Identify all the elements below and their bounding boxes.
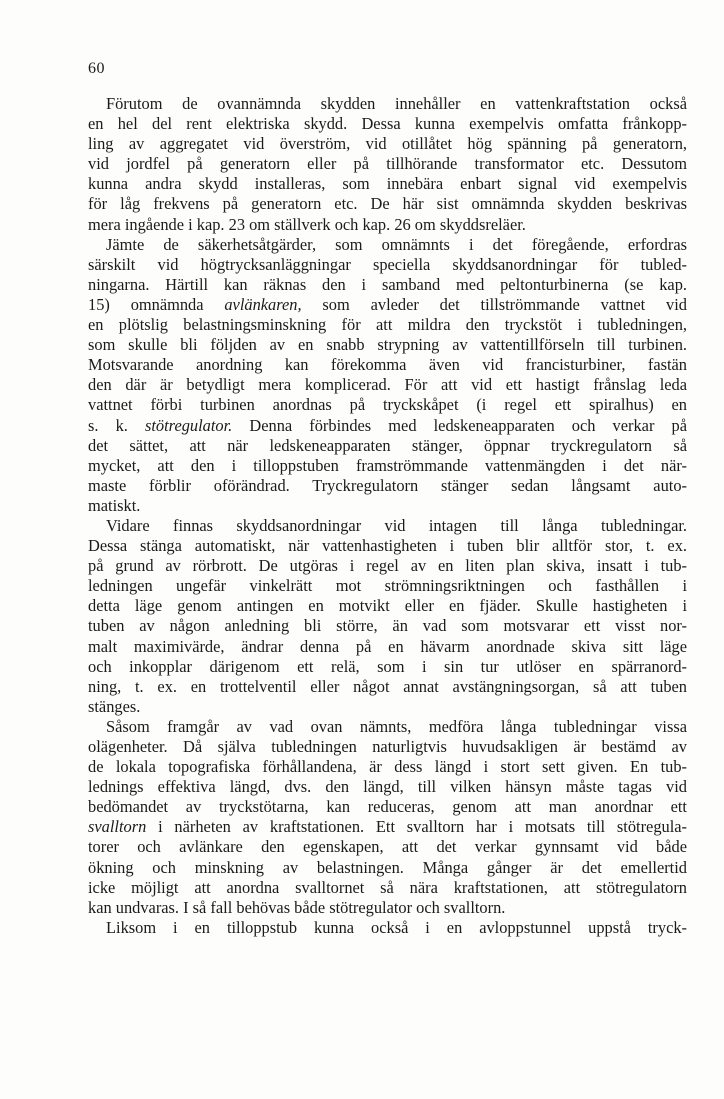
text-line: [88, 596, 687, 616]
paragraph: [88, 516, 687, 717]
text-segment: särskilt vid högtrycksanläggningar speciella skyddsanordningar för tubled-: [88, 254, 687, 274]
text-segment: ledningen ungefär vinkelrätt mot strömningsriktningen och fasthållen i: [88, 576, 687, 596]
text-line: [88, 556, 687, 576]
text-segment: och inkopplar därigenom ett relä, som i sin tur utlöser en spärranord-: [88, 656, 687, 676]
text-line: [88, 898, 687, 918]
paragraph: [88, 918, 687, 938]
page-number: 60: [88, 60, 105, 77]
text-line: [88, 878, 687, 898]
text-line: [88, 516, 687, 536]
text-segment: kan undvaras. I så fall behövas både stötregulator och svalltorn.: [88, 897, 506, 917]
text-line: [88, 416, 687, 436]
text-line: [88, 918, 687, 938]
text-segment: på grund av rörbrott. De utgöras i regel av en liten plan skiva, insatt i tub-: [88, 556, 687, 576]
text-segment: mycket, att den i tilloppstuben framströmmande vattenmängden i det när-: [88, 455, 687, 475]
text-line: [88, 476, 687, 496]
text-segment: olägenheter. Då själva tubledningen naturligtvis huvudsakligen är bestämd av: [88, 737, 687, 756]
paragraph: [88, 717, 687, 918]
text-segment: den där är betydligt mera komplicerad. För att vid ett hastigt frånslag leda: [88, 375, 687, 395]
text-segment: Vidare finnas skyddsanordningar vid intagen till långa tubledningar.: [106, 515, 687, 535]
text-line: [88, 858, 687, 878]
text-line: [88, 797, 687, 817]
text-segment: för låg frekvens på generatorn etc. De här sist omnämnda skydden beskrivas: [88, 194, 687, 214]
text-line: [88, 295, 687, 315]
text-line: [88, 536, 687, 556]
text-line: [88, 757, 687, 777]
text-segment: som avleder det tillströmmande vattnet vid: [301, 294, 687, 314]
text-line: [88, 616, 687, 636]
text-segment: mera ingående i kap. 23 om ställverk och kap. 26 om skyddsreläer.: [88, 214, 526, 234]
text-line: [88, 637, 687, 657]
text-segment: bedömandet av tryckstötarna, kan reduceras, genom att man anordnar ett: [88, 797, 687, 817]
text-segment: tuben av någon anledning bli större, än vad som motsvarar ett visst nor-: [88, 616, 687, 636]
text-segment: lednings effektiva längd, dvs. den längd, till vilken hänsyn måste tagas vid: [88, 777, 687, 797]
text-segment: Liksom i en tilloppstub kunna också i en avloppstunnel uppstå tryck-: [106, 917, 687, 937]
text-line: [88, 94, 687, 114]
text-segment: ökning och minskning av belastningen. Många gånger är det emellertid: [88, 857, 687, 877]
text-segment: torer och avlänkare den egenskapen, att det verkar gynnsamt vid både: [88, 837, 687, 857]
text-segment: Förutom de ovannämnda skydden innehåller en vattenkraftstation också: [106, 94, 687, 113]
text-segment: malt maximivärde, ändrar denna på en hävarm anordnade skiva sitt läge: [88, 636, 687, 656]
text-segment: ningarna. Härtill kan räknas den i samband med peltonturbinerna (se kap.: [88, 274, 687, 294]
text-line: [88, 275, 687, 295]
text-segment: en hel del rent elektriska skydd. Dessa kunna exempelvis omfatta frånkopp-: [88, 114, 687, 134]
text-line: [88, 717, 687, 737]
text-line: [88, 375, 687, 395]
text-line: [88, 154, 687, 174]
text-segment: detta läge genom antingen en motvikt eller en fjäder. Skulle hastigheten i: [88, 596, 687, 616]
text-line: [88, 837, 687, 857]
text-segment: Denna förbindes med ledskeneapparaten och verkar på: [232, 415, 687, 435]
text-segment: icke möjligt att anordna svalltornet så nära kraftstationen, att stötregulatorn: [88, 877, 687, 897]
text-line: [88, 496, 687, 516]
text-segment: vid jordfel på generatorn eller på tillhörande transformator etc. Dessutom: [88, 154, 687, 174]
text-segment: ling av aggregatet vid överström, vid otillåtet hög spänning på generatorn,: [88, 134, 687, 154]
text-line: [88, 255, 687, 275]
text-segment: som skulle bli följden av en snabb strypning av vattentillförseln till turbinen.: [88, 335, 687, 355]
text-segment: ning, t. ex. en trottelventil eller något annat avstängningsorgan, så att tuben: [88, 676, 687, 696]
text-segment: vattnet förbi turbinen anordnas på tryckskåpet (i regel ett spiralhus) en: [88, 395, 687, 415]
text-line: [88, 215, 687, 235]
text-line: [88, 697, 687, 717]
text-segment: Dessa stänga automatiskt, när vattenhastigheten i tuben blir alltför stor, t. ex.: [88, 536, 687, 556]
text-line: [88, 315, 687, 335]
text-line: [88, 235, 687, 255]
body-text: [88, 94, 687, 938]
text-segment: Jämte de säkerhetsåtgärder, som omnämnts i det föregående, erfordras: [106, 234, 687, 254]
text-line: [88, 456, 687, 476]
text-segment: stänges.: [88, 696, 141, 716]
text-segment: en plötslig belastningsminskning för att mildra den tryckstöt i tubledningen,: [88, 315, 687, 335]
text-line: [88, 335, 687, 355]
text-line: [88, 777, 687, 797]
text-line: [88, 677, 687, 697]
italic-term: stötregulator.: [145, 415, 233, 435]
text-segment: Motsvarande anordning kan förekomma även vid francisturbiner, fastän: [88, 355, 687, 375]
text-line: [88, 355, 687, 375]
text-line: [88, 395, 687, 415]
text-line: [88, 576, 687, 596]
text-segment: 15) omnämnda: [88, 294, 225, 314]
text-segment: i närheten av kraftstationen. Ett svalltorn har i motsats till stötregula-: [146, 817, 687, 837]
paragraph: [88, 235, 687, 516]
text-line: [88, 114, 687, 134]
text-line: [88, 657, 687, 677]
text-segment: maste förblir oförändrad. Tryckregulatorn stänger sedan långsamt auto-: [88, 475, 687, 495]
text-segment: s. k.: [88, 415, 145, 435]
italic-term: svalltorn: [88, 817, 147, 837]
text-line: [88, 737, 687, 757]
paragraph: [88, 94, 687, 235]
text-segment: Såsom framgår av vad ovan nämnts, medföra långa tubledningar vissa: [106, 716, 687, 736]
italic-term: avlänkaren,: [224, 294, 302, 314]
text-line: [88, 174, 687, 194]
text-line: [88, 134, 687, 154]
text-segment: matiskt.: [88, 495, 141, 515]
text-segment: kunna andra skydd installeras, som innebära enbart signal vid exempelvis: [88, 174, 687, 194]
text-line: [88, 817, 687, 837]
text-line: [88, 194, 687, 214]
text-segment: de lokala topografiska förhållandena, är dess längd i stort sett given. En tub-: [88, 757, 687, 777]
text-line: [88, 436, 687, 456]
text-segment: det sättet, att när ledskeneapparaten stänger, öppnar tryckregulatorn så: [88, 435, 687, 455]
